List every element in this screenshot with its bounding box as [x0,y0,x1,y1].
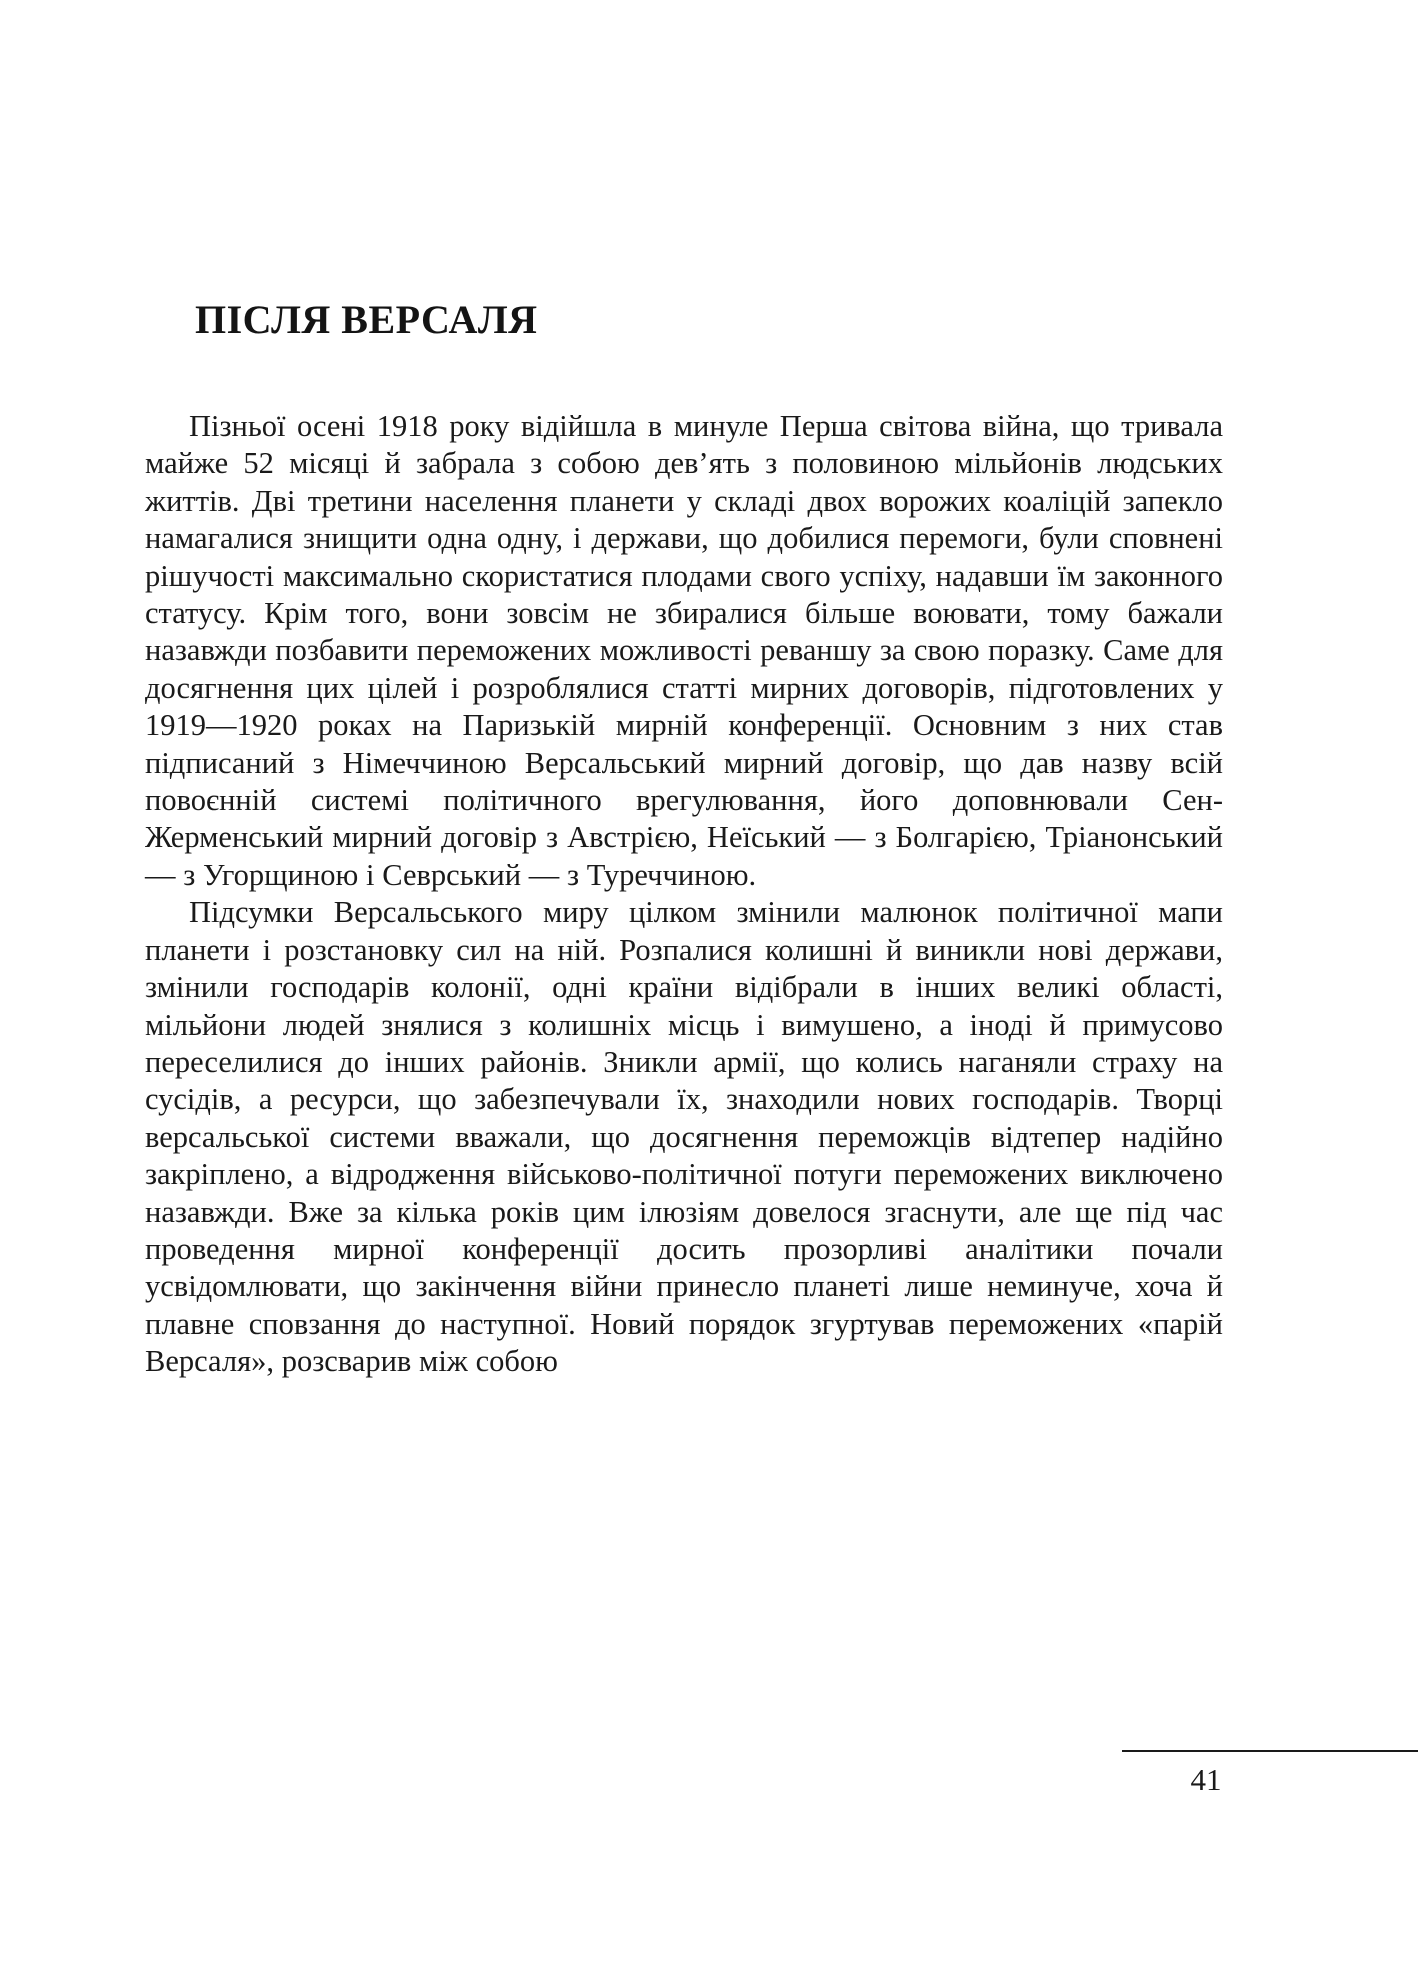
footer-divider [1122,1750,1418,1752]
page-content [145,297,1223,1381]
chapter-title: ПІСЛЯ ВЕРСАЛЯ [195,297,538,342]
body-paragraph: Підсумки Версальського миру цілком змінили малюнок політичної мапи планети і розстановку сил на ній. Розпалися колишні й виникли нові держави, змінили господарів колонії, одні країни відібрали в інших великі області, мільйони людей знялися з колишніх місць і вимушено, а іноді й примусово переселилися до інших районів. Зникли армії, що колись наганяли страху на сусідів, а ресурси, що забезпечували їх, знаходили нових господарів. Творці версальської системи вважали, що досягнення переможців відтепер надійно закріплено, а відродження військово-політичної потуги переможених виключено назавжди. Вже за кілька років цим ілюзіям довелося згаснути, але ще під час проведення мирної конференції досить прозорливі аналітики почали усвідомлювати, що закінчення війни принесло планеті лише неминуче, хоча й плавне сповзання до наступної. Новий порядок згуртував переможених «парій Версаля», розсварив між собою [145,895,1223,1379]
body-paragraph: Пізньої осені 1918 року відійшла в минуле Перша світова війна, що тривала майже 52 місяці й забрала з собою дев’ять з половиною мільйонів людських життів. Дві третини населення планети у складі двох ворожих коаліцій запекло намагалися знищити одна одну, і держави, що добилися перемоги, були сповнені рішучості максимально скористатися плодами свого успіху, надавши їм законного статусу. Крім того, вони зовсім не збиралися більше воювати, тому бажали назавжди позбавити переможених можливості реваншу за свою поразку. Саме для досягнення цих цілей і розроблялися статті мирних договорів, підготовлених у 1919—1920 роках на Паризькій мирній конференції. Основним з них став підписаний з Німеччиною Версальський мирний договір, що дав назву всій повоєнній системі політичного врегулювання, його доповнювали Сен-Жерменський мирний договір з Австрією, Неїський — з Болгарією, Тріанонський — з Угорщиною і Севрський — з Туреччиною. [145,409,1223,892]
page-footer [0,1750,1418,1840]
page-number: 41 [1190,1762,1222,1797]
